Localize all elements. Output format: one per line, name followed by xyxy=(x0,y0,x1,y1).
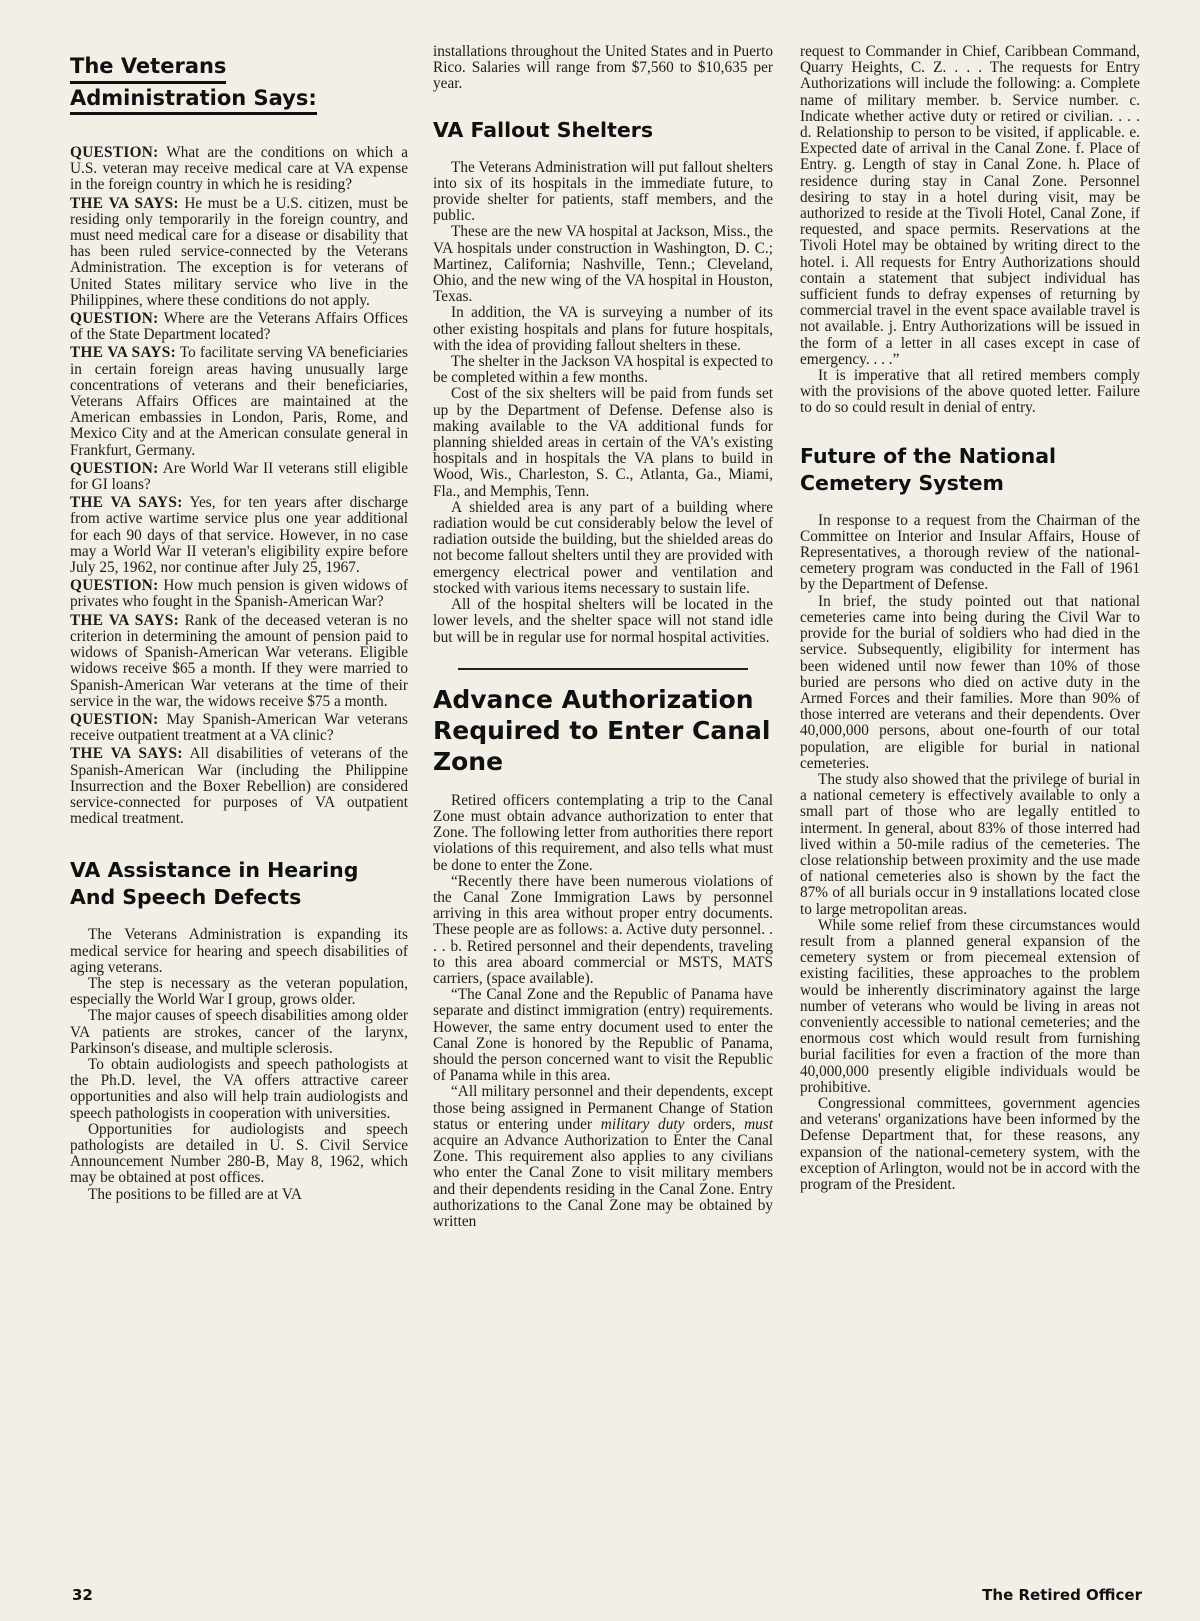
hearing-speech-heading: VA Assistance in Hearing And Speech Defects xyxy=(70,858,359,910)
canal-zone-heading: Advance Authorization Required to Enter Canal Zone xyxy=(433,684,771,776)
qa-item xyxy=(70,578,408,610)
va-says-heading-line1: The Veterans xyxy=(70,52,226,84)
paragraph-text: orders, xyxy=(684,1115,745,1133)
va-says-heading-line2: Administration Says: xyxy=(70,84,317,115)
qa-label: QUESTION: xyxy=(70,710,159,728)
article-paragraph: The study also showed that the privilege of burial in a national cemetery is effectively available to only a small part of those who are legally entitled to interment. In general, about 83% of those interred had lived within a 50-mile radius of the cemeteries. The close relationship between proximity and the use made of national cemeteries also is shown by the fact the 87% of all burials occur in 9 installations located close to large metropolitan areas. xyxy=(800,770,1140,918)
qa-text: He must be a U.S. citizen, must be residing only temporarily in the foreign country, and must need medical care for a disease or disability that has been ruled service-connected by the Veterans Administration. The exception is for veterans of United States military service who live in the Philippines, where these conditions do not apply. xyxy=(70,194,409,309)
article-paragraph: The positions to be filled are at VA xyxy=(88,1185,302,1203)
article-paragraph: A shielded area is any part of a building where radiation would be cut considerably below the level of radiation outside the building, but the shielded areas do not become fallout shelters until they are provided with emergency electrical power and ventilation and stocked with various items necessary to sustain life. xyxy=(433,498,773,597)
column-right xyxy=(800,44,1140,1193)
article-paragraph: installations throughout the United States and in Puerto Rico. Salaries will range from $7,560 to $10,635 per year. xyxy=(433,43,773,93)
qa-text: What are the conditions on which a U.S. veteran may receive medical care at VA expense in the foreign country in which he is residing? xyxy=(70,144,408,194)
qa-item xyxy=(70,311,408,343)
qa-label: THE VA SAYS: xyxy=(70,344,176,362)
section-divider xyxy=(458,668,748,670)
qa-item xyxy=(70,712,408,744)
column-left xyxy=(70,52,408,1203)
qa-item xyxy=(70,495,408,576)
qa-label: QUESTION: xyxy=(70,459,159,477)
article-paragraph: “Recently there have been numerous violations of the Canal Zone Immigration Laws by personnel arriving in this area without proper entry documents. These people are as follows: a. Active duty personnel. . . . b. Retired personnel and their dependents, traveling to this area aboard commercial or MSTS, MATS carriers, (space available). xyxy=(433,872,773,987)
qa-text: How much pension is given widows of privates who fought in the Spanish-American War? xyxy=(70,577,408,611)
page-number: 32 xyxy=(72,1586,93,1604)
qa-item xyxy=(70,145,408,194)
qa-item xyxy=(70,746,408,827)
national-cemetery-heading: Future of the National Cemetery System xyxy=(800,443,1057,495)
article-paragraph: The Veterans Administration is expanding its medical service for hearing and speech disabilities of aging veterans. xyxy=(70,926,408,976)
qa-label: QUESTION: xyxy=(70,144,159,161)
qa-label: THE VA SAYS: xyxy=(70,611,180,629)
article-paragraph: All of the hospital shelters will be located in the lower levels, and the shelter space will not stand idle but will be in regular use for normal hospital activities. xyxy=(433,596,773,646)
qa-text: Yes, for ten years after discharge from active wartime service plus one year additional for each 90 days of that service. However, in no case may a World War II veteran's eligibility expire before July 25, 1962, nor continue after July 25, 1967. xyxy=(70,494,408,577)
qa-label: THE VA SAYS: xyxy=(70,194,179,212)
article-paragraph: The step is necessary as the veteran population, especially the World War I group, grows older. xyxy=(70,974,408,1009)
article-paragraph: To obtain audiologists and speech pathologists at the Ph.D. level, the VA offers attractive career opportunities and also will help train audiologists and speech pathologists in cooperation with universities. xyxy=(70,1055,408,1122)
qa-text: May Spanish-American War veterans receive outpatient treatment at a VA clinic? xyxy=(70,710,409,745)
qa-item xyxy=(70,461,408,493)
article-paragraph: These are the new VA hospital at Jackson, Miss., the VA hospitals under construction in Washington, D. C.; Martinez, California; Nashville, Tenn.; Cleveland, Ohio, and the new wing of the VA hospital in Houston, Texas. xyxy=(433,223,773,306)
qa-text: To facilitate serving VA beneficiaries in certain foreign areas having unusually large concentrations of veterans and their beneficiaries, Veterans Affairs Offices are maintained at the American embassies in London, Paris, Rome, and Mexico City and at the American consulate general in Frankfurt, Germany. xyxy=(70,344,408,459)
qa-item xyxy=(70,613,408,710)
paragraph-text: acquire an Advance Authorization to Enter the Canal Zone. This requirement also applies to any civilians who enter the Canal Zone to visit military members and their dependents residing in the Canal Zone. Entry authorizations to the Canal Zone may be obtained by written xyxy=(433,1131,773,1230)
article-paragraph: In response to a request from the Chairman of the Committee on Interior and Insular Affairs, House of Representatives, a thorough review of the national-cemetery program was conducted in the Fall of 1961 by the Department of Defense. xyxy=(800,511,1140,594)
article-paragraph: The shelter in the Jackson VA hospital is expected to be completed within a few months. xyxy=(433,353,773,387)
article-paragraph: request to Commander in Chief, Caribbean Command, Quarry Heights, C. Z. . . . The requests for Entry Authorizations will include the following: a. Complete name of military member. b. Service number. c. Indicate whether active duty or retired or civilian. . . . d. Relationship to person to be visited, if applicable. e. Expected date of arrival in the Canal Zone. f. Place of Entry. g. Length of stay in Canal Zone. h. Place of residence during stay in Canal Zone. Personnel desiring to stay in a hotel during visit, may be authorized to reside at the Tivoli Hotel, Canal Zone, if requested, and space permits. Reservations at the Tivoli Hotel may be obtained by writing direct to the hotel. i. All requests for Entry Authorizations should contain a statement that subject individual has sufficient funds to defray expenses of returning by commercial travel in the event space available travel is not available. j. Entry Authorizations will be issued in the form of a letter in all cases except in case of emergency. . . .” xyxy=(800,43,1140,368)
fallout-shelters-heading: VA Fallout Shelters xyxy=(433,117,654,142)
article-paragraph: While some relief from these circumstances would result from a planned general expansion of the cemetery system or from piecemeal extension of existing facilities, these approaches to the problem would be inherently discriminatory against the large number of veterans who would be living in areas not conveniently accessible to national cemeteries; and the enormous cost which would result from furnishing burial facilities for even a fraction of the more than 40,000,000 presently eligible individuals would be prohibitive. xyxy=(800,916,1140,1096)
qa-item xyxy=(70,345,408,458)
qa-text: Rank of the deceased veteran is no criterion in determining the amount of pension paid to widows of Spanish-American War veterans. Eligible widows receive $65 a month. If they were married to Spanish-American War veterans at the time of their service in the war, the widows receive $75 a month. xyxy=(70,611,409,710)
qa-text: Are World War II veterans still eligible for GI loans? xyxy=(70,459,408,494)
article-paragraph: In addition, the VA is surveying a number of its other existing hospitals and plans for future hospitals, with the idea of providing fallout shelters in these. xyxy=(433,304,773,354)
qa-item xyxy=(70,196,408,309)
paragraph-text: “All military personnel and their dependents, except those being assigned in Permanent Change of Station status or entering under xyxy=(433,1083,773,1133)
article-paragraph: Opportunities for audiologists and speech pathologists are detailed in U. S. Civil Service Announcement Number 280-B, May 8, 1962, which may be obtained at post offices. xyxy=(70,1120,408,1187)
article-paragraph: “The Canal Zone and the Republic of Panama have separate and distinct immigration (entry) requirements. However, the same entry document used to enter the Canal Zone is honored by the Republic of Panama, should the person concerned want to visit the Republic of Panama while in this area. xyxy=(433,986,773,1085)
article-paragraph: In brief, the study pointed out that national cemeteries came into being during the Civil War to provide for the burial of soldiers who had died in the service. Subsequently, eligibility for interment has been widened until now fewer than 10% of those buried are persons who died on active duty in the Armed Forces and their families. More than 90% of those interred are veterans and their dependents. Over 40,000,000 persons, about one-fourth of our total population, are eligible for burial in national cemeteries. xyxy=(800,592,1140,772)
article-paragraph: Retired officers contemplating a trip to the Canal Zone must obtain advance authorization to enter that Zone. The following letter from authorities there report violations of this requirement, and also tells what must be done to enter the Zone. xyxy=(433,791,773,874)
qa-label: QUESTION: xyxy=(70,310,159,328)
qa-label: THE VA SAYS: xyxy=(70,494,183,512)
article-paragraph xyxy=(433,1084,773,1230)
emphasis-text: must xyxy=(744,1115,773,1133)
qa-text: All disabilities of veterans of the Spanish-American War (including the Philippine Insurrection and the Boxer Rebellion) are considered service-connected for purposes of VA outpatient medical treatment. xyxy=(70,745,408,828)
column-middle xyxy=(433,44,773,1230)
publication-name: The Retired Officer xyxy=(982,1586,1142,1604)
emphasis-text: military duty xyxy=(600,1115,685,1133)
article-paragraph: The major causes of speech disabilities among older VA patients are strokes, cancer of the larynx, Parkinson's disease, and multiple sclerosis. xyxy=(70,1007,408,1057)
qa-label: QUESTION: xyxy=(70,577,159,595)
qa-label: THE VA SAYS: xyxy=(70,745,183,763)
article-paragraph: Congressional committees, government agencies and veterans' organizations have been informed by the Defense Department that, for these reasons, any expansion of the national-cemetery system, with the exception of Arlington, would not be in accord with the program of the President. xyxy=(800,1094,1140,1193)
article-paragraph: Cost of the six shelters will be paid from funds set up by the Department of Defense. Defense also is making available to the VA additional funds for planning shielded areas in certain of the VA's existing hospitals and in hospitals the VA plans to build in Wood, Wis., Charleston, S. C., Atlanta, Ga., Miami, Fla., and Memphis, Tenn. xyxy=(433,385,773,500)
qa-text: Where are the Veterans Affairs Offices of the State Department located? xyxy=(70,310,408,344)
article-paragraph: It is imperative that all retired members comply with the provisions of the above quoted letter. Failure to do so could result in denial of entry. xyxy=(800,367,1140,417)
article-paragraph: The Veterans Administration will put fallout shelters into six of its hospitals in the immediate future, to provide shelter for patients, staff members, and the public. xyxy=(433,158,773,225)
